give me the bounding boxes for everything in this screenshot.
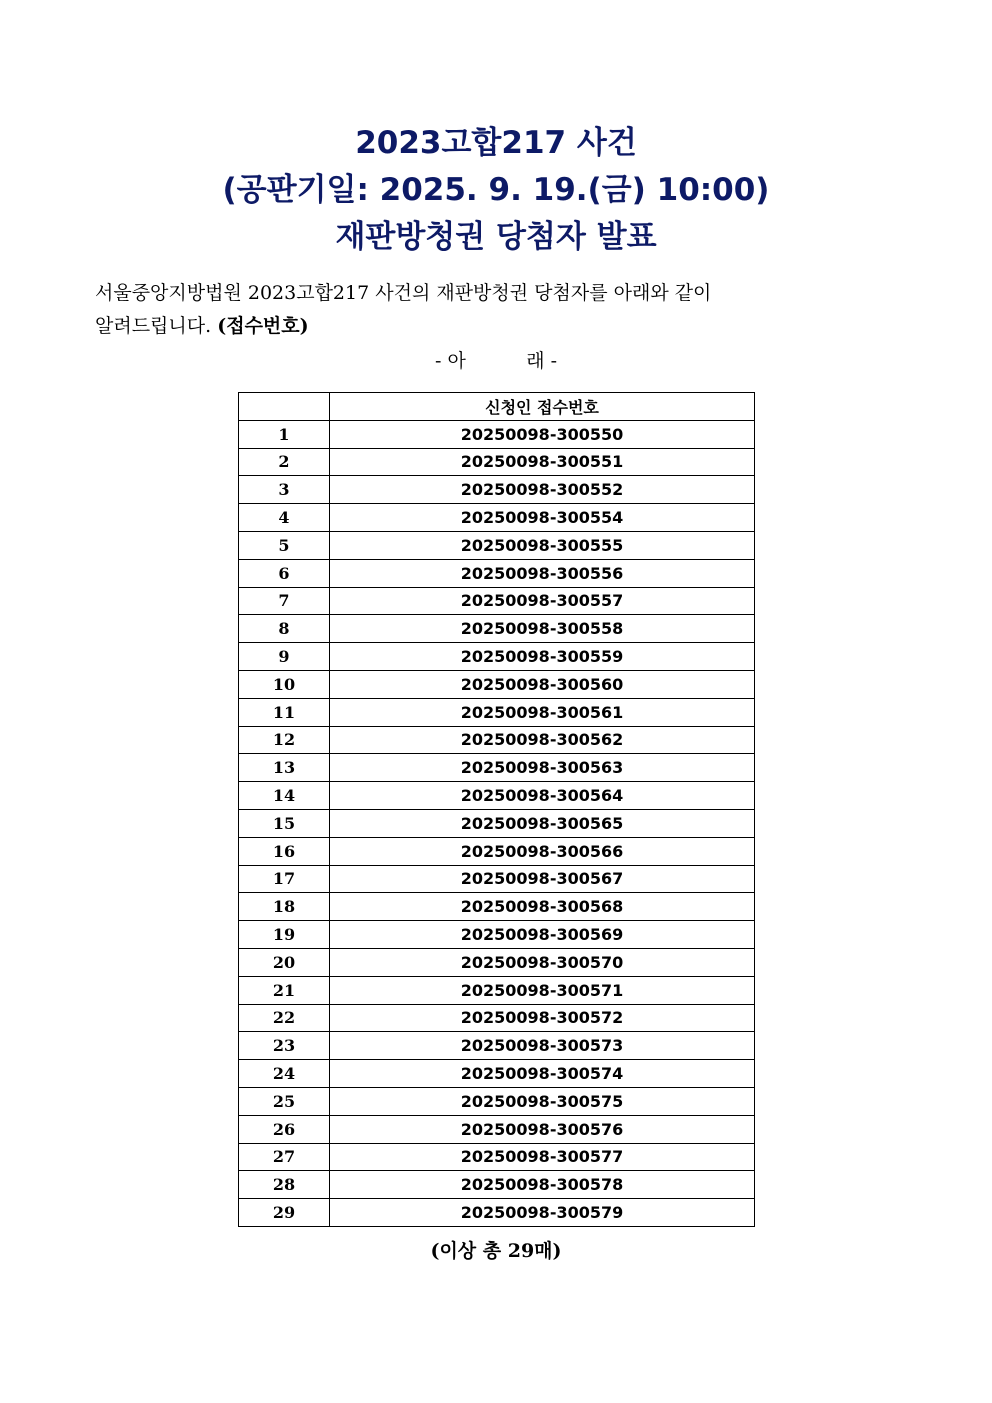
winners-table [238,392,755,1227]
intro-line-2-text: 알려드립니다. [95,315,218,337]
row-number: 10 [239,670,330,698]
table-row [239,1115,755,1143]
table-row [239,531,755,559]
row-number: 15 [239,809,330,837]
row-number: 4 [239,504,330,532]
table-row [239,448,755,476]
title-case-number: 2023고합217 사건 [355,125,637,161]
intro-line-1: 서울중앙지방법원 2023고합217 사건의 재판방청권 당첨자를 아래와 같이 [95,282,712,304]
table-row [239,809,755,837]
table-body [239,420,755,1226]
table-row [239,1171,755,1199]
row-number: 14 [239,782,330,810]
receipt-number: 20250098-300579 [330,1199,755,1227]
row-number: 21 [239,976,330,1004]
row-number: 23 [239,1032,330,1060]
receipt-number: 20250098-300551 [330,448,755,476]
table-row [239,615,755,643]
receipt-number: 20250098-300578 [330,1171,755,1199]
receipt-number: 20250098-300550 [330,420,755,448]
receipt-number: 20250098-300564 [330,782,755,810]
table-row [239,1032,755,1060]
table-row [239,643,755,671]
receipt-number: 20250098-300570 [330,948,755,976]
receipt-number: 20250098-300555 [330,531,755,559]
row-number: 1 [239,420,330,448]
row-number: 13 [239,754,330,782]
receipt-number: 20250098-300568 [330,893,755,921]
receipt-number: 20250098-300565 [330,809,755,837]
row-number: 17 [239,865,330,893]
table-row [239,1199,755,1227]
row-number: 22 [239,1004,330,1032]
row-number: 6 [239,559,330,587]
table-row [239,782,755,810]
table-row [239,976,755,1004]
header-receipt-number: 신청인 접수번호 [330,393,755,421]
intro-line-2 [95,311,835,341]
row-number: 29 [239,1199,330,1227]
receipt-number: 20250098-300572 [330,1004,755,1032]
table-row [239,559,755,587]
row-number: 24 [239,1060,330,1088]
receipt-number: 20250098-300552 [330,476,755,504]
table-header-row [239,393,755,421]
receipt-number: 20250098-300574 [330,1060,755,1088]
receipt-number: 20250098-300566 [330,837,755,865]
receipt-number: 20250098-300573 [330,1032,755,1060]
receipt-number: 20250098-300569 [330,921,755,949]
receipt-number: 20250098-300556 [330,559,755,587]
title-trial-date: (공판기일: 2025. 9. 19.(금) 10:00) [222,172,770,208]
row-number: 25 [239,1087,330,1115]
row-number: 8 [239,615,330,643]
table-row [239,754,755,782]
receipt-number: 20250098-300561 [330,698,755,726]
row-number: 9 [239,643,330,671]
row-number: 19 [239,921,330,949]
row-number: 5 [239,531,330,559]
row-number: 27 [239,1143,330,1171]
table-row [239,504,755,532]
row-number: 7 [239,587,330,615]
receipt-number: 20250098-300560 [330,670,755,698]
row-number: 3 [239,476,330,504]
receipt-number: 20250098-300576 [330,1115,755,1143]
receipt-number: 20250098-300558 [330,615,755,643]
table-row [239,921,755,949]
receipt-number: 20250098-300577 [330,1143,755,1171]
table-row [239,893,755,921]
header-no [239,393,330,421]
table-row [239,1004,755,1032]
table-row [239,698,755,726]
row-number: 18 [239,893,330,921]
receipt-number: 20250098-300554 [330,504,755,532]
receipt-number: 20250098-300575 [330,1087,755,1115]
table-row [239,726,755,754]
table-row [239,476,755,504]
receipt-number: 20250098-300559 [330,643,755,671]
receipt-number: 20250098-300563 [330,754,755,782]
table-row [239,420,755,448]
row-number: 12 [239,726,330,754]
intro-line-2-bold: (접수번호) [217,315,309,337]
row-number: 26 [239,1115,330,1143]
table-row [239,587,755,615]
row-number: 11 [239,698,330,726]
receipt-number: 20250098-300557 [330,587,755,615]
row-number: 16 [239,837,330,865]
receipt-number: 20250098-300571 [330,976,755,1004]
row-number: 2 [239,448,330,476]
table-row [239,1143,755,1171]
table-row [239,1087,755,1115]
table-row [239,948,755,976]
title-announcement: 재판방청권 당첨자 발표 [335,219,657,255]
table-row [239,865,755,893]
table-row [239,670,755,698]
section-label: - 아 래 - [434,350,558,372]
table-row [239,837,755,865]
receipt-number: 20250098-300562 [330,726,755,754]
table-row [239,1060,755,1088]
total-count: (이상 총 29매) [430,1240,562,1262]
receipt-number: 20250098-300567 [330,865,755,893]
row-number: 28 [239,1171,330,1199]
row-number: 20 [239,948,330,976]
